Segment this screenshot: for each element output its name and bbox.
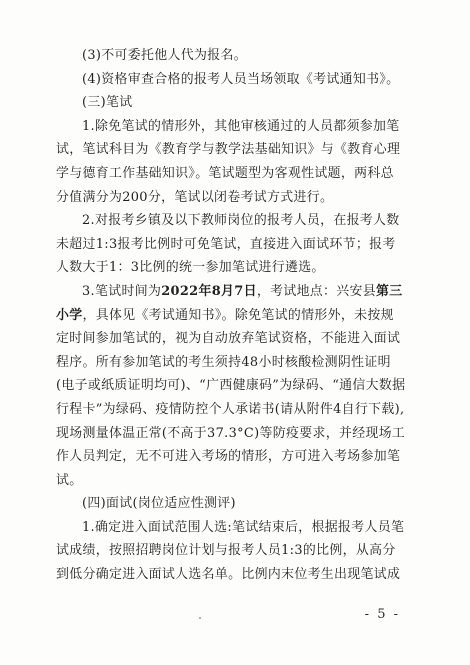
text-line: 分值满分为200分，笔试以闭卷考试方式进行。 — [56, 189, 334, 205]
text-line: 作人员判定，无不可进入考场的情形，方可进入考场参加笔 — [56, 449, 401, 465]
text-line: (3)不可委托他人代为报名。 — [82, 48, 247, 63]
bold-text: 2022年8月7日 — [161, 283, 257, 299]
text-line: 行程卡”为绿码、疫情防控个人承诺书(请从附件4自行下载), — [56, 401, 405, 417]
text-line: (三)笔试 — [82, 95, 133, 111]
text-line — [56, 280, 423, 304]
text-line: 试成绩，按照招聘岗位计划与报考人员1:3的比例，从高分 — [56, 543, 396, 559]
text-line: 现场测量体温正常(不高于37.3°C)等防疫要求，并经现场工 — [56, 425, 406, 441]
text-line: 1.确定进入面试范围人选:笔试结束后，根据报考人员笔 — [82, 519, 405, 535]
text-line: 未超过1:3报考比例时可免笔试，直接进入面试环节；报考 — [56, 236, 396, 252]
text-line: (电子或纸质证明均可)、“广西健康码”为绿码、“通信大数据 — [56, 378, 406, 394]
text-segment: 3.笔试时间为 — [82, 283, 162, 299]
text-line: 试。 — [56, 472, 83, 488]
text-line: 1.除免笔试的情形外，其他审核通过的人员都须参加笔 — [82, 118, 400, 134]
text-line: 2.对报考乡镇及以下教师岗位的报考人员，在报考人数 — [82, 213, 400, 229]
text-line: 学与德育工作基础知识》。笔试题型为客观性试题，两科总 — [56, 165, 394, 181]
document-body — [56, 44, 423, 587]
text-line: (四)面试(岗位适应性测评) — [82, 496, 236, 512]
text-line: 到低分确定进入面试人选名单。比例内末位考生出现笔试成 — [56, 567, 401, 583]
text-line: (4)资格审查合格的报考人员当场领取《考试通知书》。 — [82, 71, 400, 87]
text-line: 程序。所有参加笔试的考生须持48小时核酸检测阴性证明 — [56, 354, 391, 370]
bold-text: 小学 — [56, 307, 83, 323]
page-number: - 5 - — [364, 607, 400, 622]
scan-speck — [199, 617, 201, 619]
text-line: 定时间参加笔试的，视为自动放弃笔试资格，不能进入面试 — [56, 331, 401, 347]
text-segment: ，考试地点：兴安县 — [256, 283, 377, 299]
bold-text: 第三 — [376, 283, 403, 299]
text-segment: ，具体见《考试通知书》。除免笔试的情形外，未按规 — [82, 307, 394, 323]
text-line: 人数大于1：3比例的统一参加笔试进行遴选。 — [56, 260, 325, 276]
text-line — [56, 304, 423, 328]
text-line: 试，笔试科目为《教育学与教学法基础知识》与《教育心理 — [56, 142, 401, 158]
